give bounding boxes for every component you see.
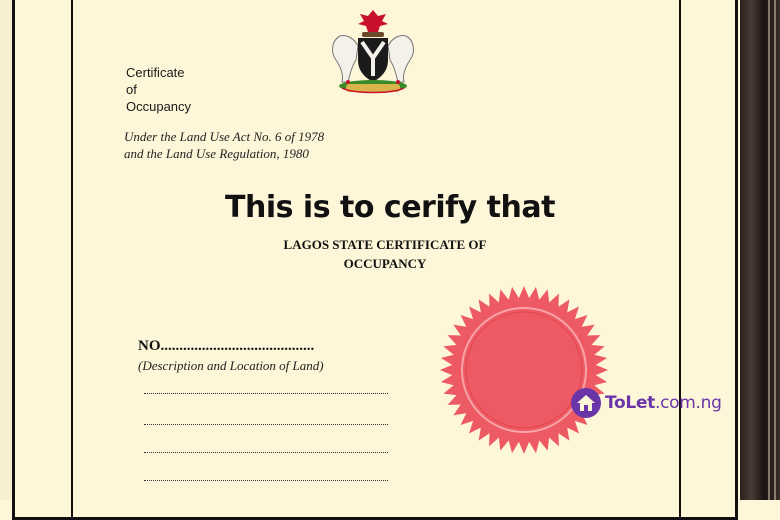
description-dotted-line: [144, 480, 388, 481]
certificate-number-field: NO.........................................: [138, 338, 315, 354]
legal-reference: [124, 128, 324, 162]
certificate-subheading: [0, 235, 770, 273]
red-seal-icon: [438, 284, 610, 456]
tolet-brand-text: ToLet.com.ng: [605, 393, 722, 413]
subheading-line: OCCUPANCY: [343, 256, 427, 271]
description-dotted-line: [144, 452, 388, 453]
headline: This is to cerify that: [225, 190, 555, 225]
certificate-title: [126, 64, 191, 115]
certificate-title-line: of: [126, 82, 137, 97]
coat-of-arms-icon: [322, 8, 424, 96]
subheading-line: LAGOS STATE CERTIFICATE OF: [283, 237, 487, 252]
description-dotted-line: [144, 393, 388, 394]
land-description-label: (Description and Location of Land): [138, 358, 324, 373]
certificate-title-line: Certificate: [126, 65, 185, 80]
certificate-title-line: Occupancy: [126, 99, 192, 114]
description-dotted-line: [144, 424, 388, 425]
background-stripe: [774, 0, 776, 500]
legal-reference-line: Under the Land Use Act No. 6 of 1978: [124, 129, 325, 144]
tolet-house-logo-icon: [570, 387, 602, 419]
legal-reference-line: and the Land Use Regulation, 1980: [124, 146, 309, 161]
tolet-watermark: [570, 386, 722, 420]
